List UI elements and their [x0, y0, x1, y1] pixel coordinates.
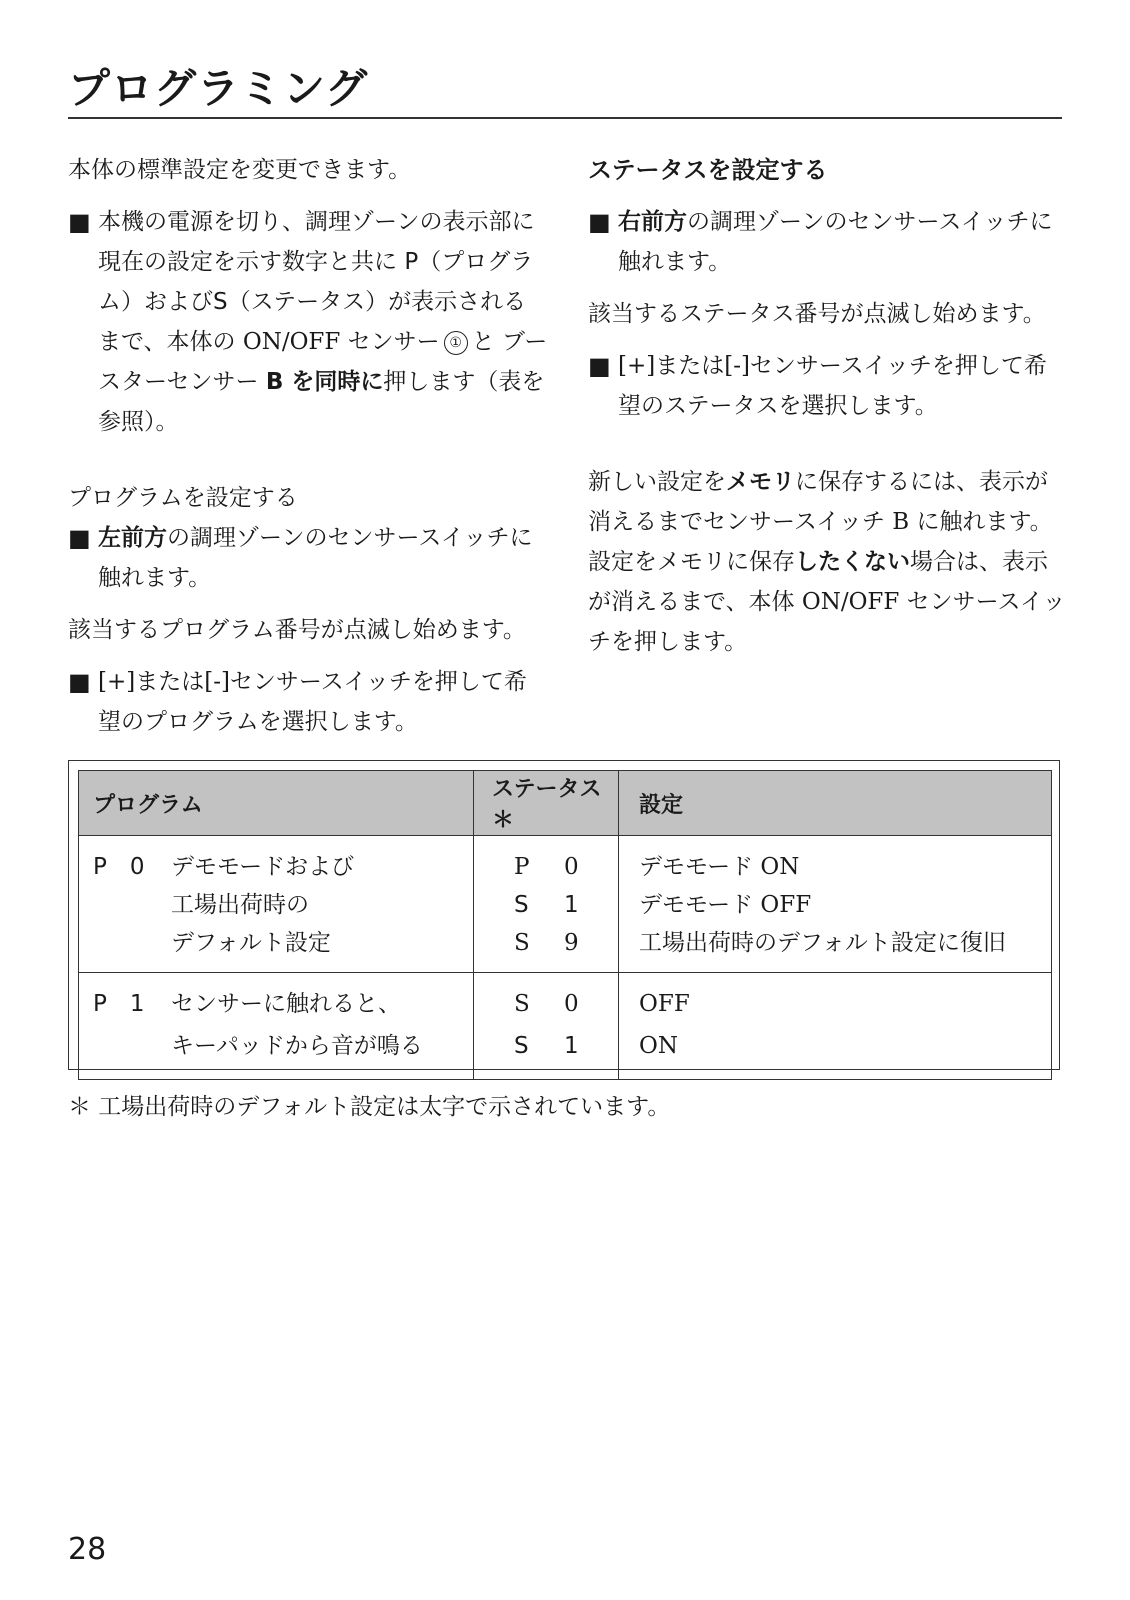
step-text: 本機の電源を切り、調理ゾーンの表示部に現在の設定を示す数字と共に P（プログラム）およびS（ステータス）が表示されるまで、本体の ON/OFF センサー ① と ブースターセンサー B を同時に押します（表を参照）。 [98, 209, 548, 435]
header-status: ステータス＊ [474, 771, 619, 836]
status-value: S 0 [514, 991, 579, 1017]
table-row: P 0 デモモードおよび 工場出荷時の デフォルト設定 P 0 S 1 S 9 デモモード ON デモモード OFF 工場出荷時のデフォルト設定に復旧 [79, 836, 1052, 973]
intro-text: 本体の標準設定を変更できます。 [68, 157, 412, 183]
program-code: P 1 [93, 991, 145, 1017]
status-value: P 0 [514, 854, 579, 880]
power-icon: ① [444, 331, 468, 355]
bullet-square-icon: ■ [68, 524, 91, 552]
step-touch-left-front: ■ 左前方の調理ゾーンのセンサースイッチに触れます。 [68, 518, 548, 598]
left-column [68, 150, 548, 742]
save-instructions: 新しい設定をメモリに保存するには、表示が消えるまでセンサースイッチ B に触れます。 [588, 469, 1053, 535]
step-touch-right-front: ■ 右前方の調理ゾーンのセンサースイッチに触れます。 [588, 202, 1068, 282]
page-title: プログラミング [68, 64, 369, 113]
bullet-square-icon: ■ [68, 668, 91, 696]
status-value-default: S 1 [514, 892, 579, 918]
setting-value: デモモード OFF [639, 892, 812, 918]
header-program: プログラム [79, 771, 474, 836]
page-number: 28 [68, 1532, 107, 1567]
program-sub-heading: プログラムを設定する [68, 485, 298, 511]
program-code: P 0 [93, 854, 145, 880]
status-blink-text: 該当するステータス番号が点滅し始めます。 [588, 301, 1046, 327]
setting-value: 工場出荷時のデフォルト設定に復旧 [639, 930, 1006, 956]
programming-table [78, 770, 1052, 1080]
setting-value: ON [639, 1033, 678, 1059]
step-select-status: ■ [+]または[-]センサースイッチを押して希望のステータスを選択します。 [588, 346, 1068, 426]
nosave-instructions: 設定をメモリに保存したくない場合は、表示が消えるまで、本体 ON/OFF センサースイッチを押します。 [588, 549, 1066, 655]
table-row: P 1 センサーに触れると、 キーパッドから音が鳴る S 0 S 1 OFF ON [79, 973, 1052, 1080]
setting-value: OFF [639, 991, 690, 1017]
status-value-default: S 1 [514, 1033, 579, 1059]
bullet-square-icon: ■ [68, 208, 91, 236]
bullet-square-icon: ■ [588, 352, 611, 380]
status-symbol: S [213, 289, 228, 315]
table-footnote: ＊ 工場出荷時のデフォルト設定は太字で示されています。 [68, 1094, 671, 1120]
header-setting: 設定 [619, 771, 1052, 836]
step-power-off [68, 202, 548, 442]
status-heading: ステータスを設定する [588, 156, 828, 184]
program-blink-text: 該当するプログラム番号が点滅し始めます。 [68, 617, 526, 643]
bullet-square-icon: ■ [588, 208, 611, 236]
right-column [588, 150, 1068, 662]
setting-value: デモモード ON [639, 854, 800, 880]
status-value: S 9 [514, 930, 579, 956]
title-divider [68, 117, 1062, 119]
step-select-program: ■ [+]または[-]センサースイッチを押して希望のプログラムを選択します。 [68, 662, 548, 742]
program-symbol: P [404, 249, 419, 275]
